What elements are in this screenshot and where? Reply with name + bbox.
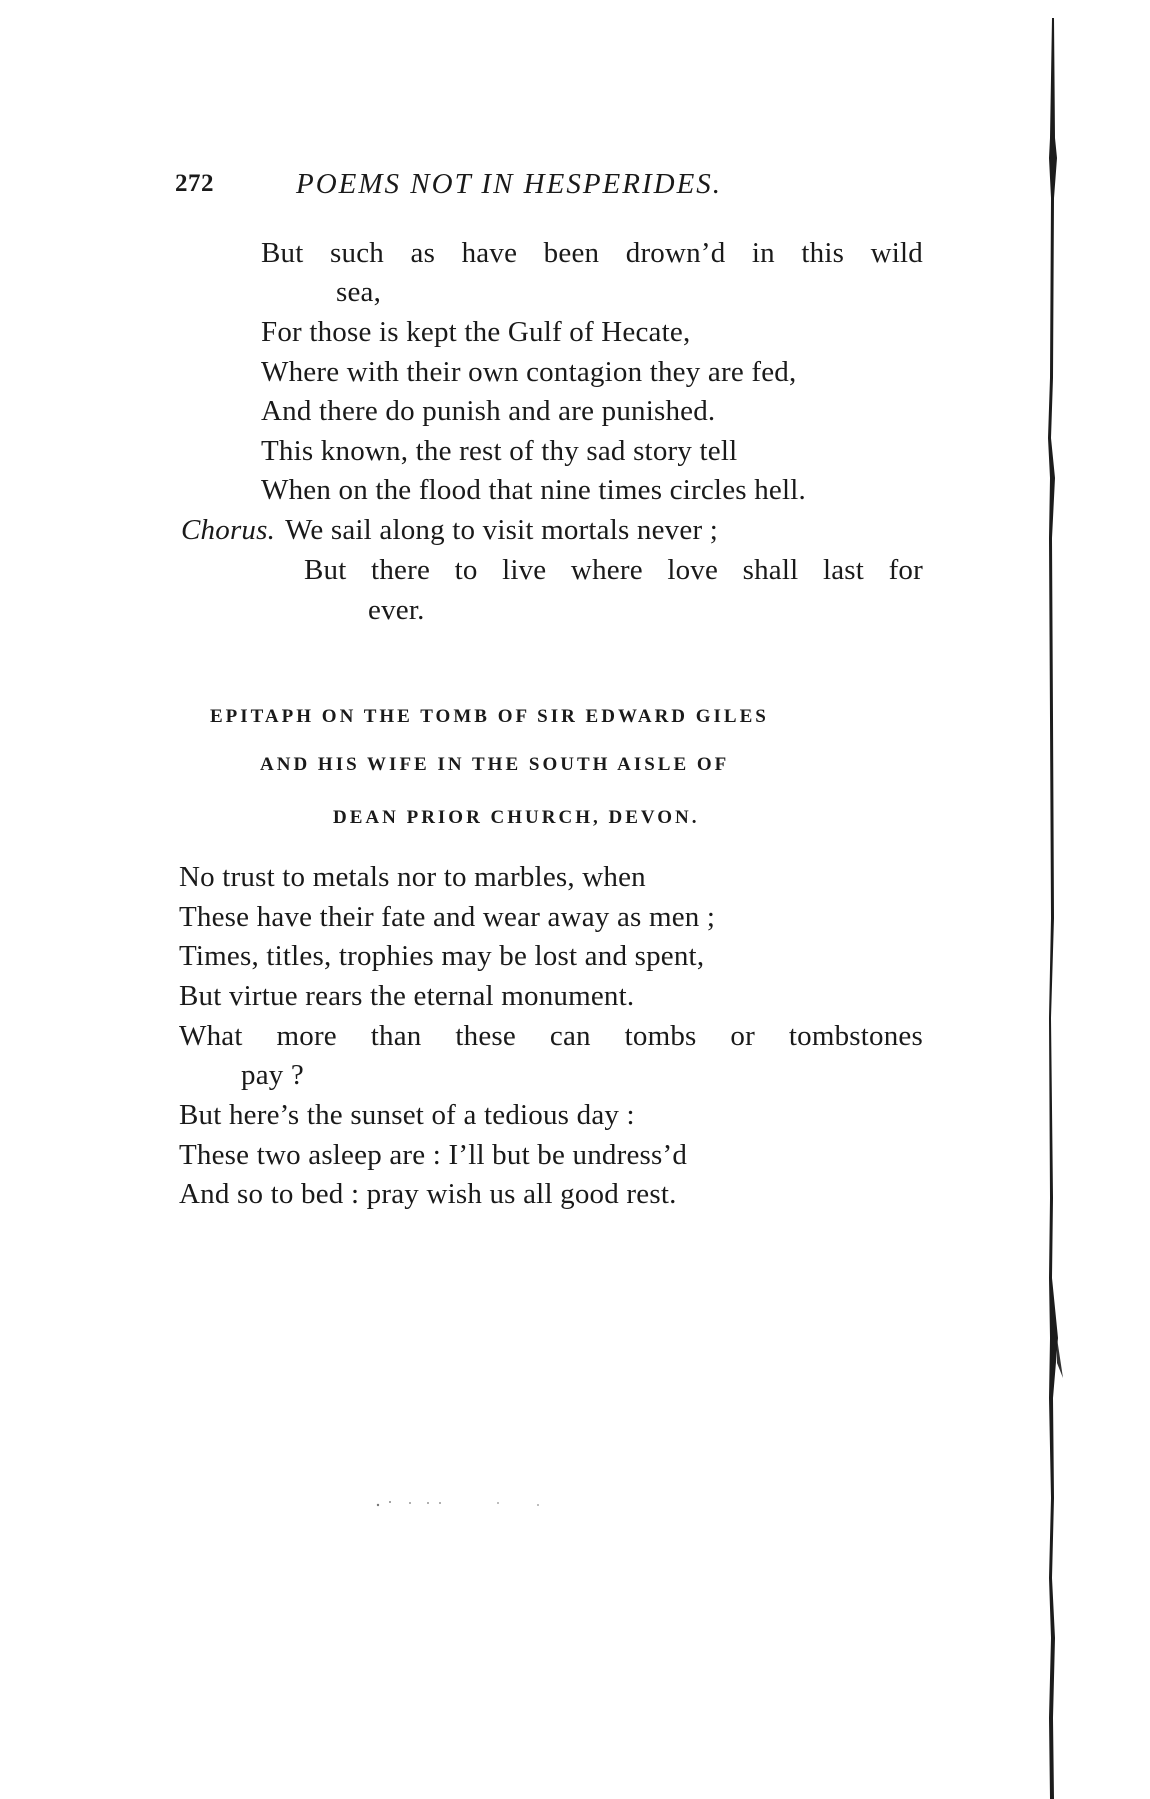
verse-line: Times, titles, trophies may be lost and spent, — [179, 940, 705, 972]
verse-line: These have their fate and wear away as men ; — [179, 901, 716, 933]
verse-line: Where with their own contagion they are fed, — [261, 356, 797, 388]
verse-line: sea, — [336, 276, 382, 308]
binding-edge-shadow — [1043, 18, 1063, 1799]
running-head — [175, 168, 935, 208]
chorus-line: But there to live where love shall last for — [304, 554, 923, 586]
chorus-text: We sail along to visit mortals never ; — [285, 514, 719, 546]
scan-specks — [370, 1495, 550, 1511]
verse-line: But virtue rears the eternal monument. — [179, 980, 635, 1012]
verse-line: No trust to metals nor to marbles, when — [179, 861, 646, 893]
chorus-speaker: Chorus. — [181, 514, 276, 546]
heading-line: AND HIS WIFE IN THE SOUTH AISLE OF — [260, 754, 730, 775]
page-number: 272 — [175, 170, 214, 197]
chorus-line — [181, 512, 718, 548]
verse-line: And so to bed : pray wish us all good rest. — [179, 1178, 677, 1210]
verse-line: And there do punish and are punished. — [261, 395, 716, 427]
verse-line: But here’s the sunset of a tedious day : — [179, 1099, 635, 1131]
verse-line: This known, the rest of thy sad story tell — [261, 435, 738, 467]
verse-line: But such as have been drown’d in this wild — [261, 237, 923, 269]
verse-line: These two asleep are : I’ll but be undress’d — [179, 1139, 688, 1171]
verse-line: When on the flood that nine times circles hell. — [261, 474, 806, 506]
chorus-line: ever. — [368, 594, 425, 626]
heading-line: DEAN PRIOR CHURCH, DEVON. — [333, 807, 700, 828]
verse-line: For those is kept the Gulf of Hecate, — [261, 316, 691, 348]
heading-line: EPITAPH ON THE TOMB OF SIR EDWARD GILES — [210, 706, 769, 727]
verse-line: pay ? — [241, 1059, 304, 1091]
verse-line: What more than these can tombs or tombstones — [179, 1020, 923, 1052]
book-title: POEMS NOT IN HESPERIDES. — [296, 168, 723, 200]
